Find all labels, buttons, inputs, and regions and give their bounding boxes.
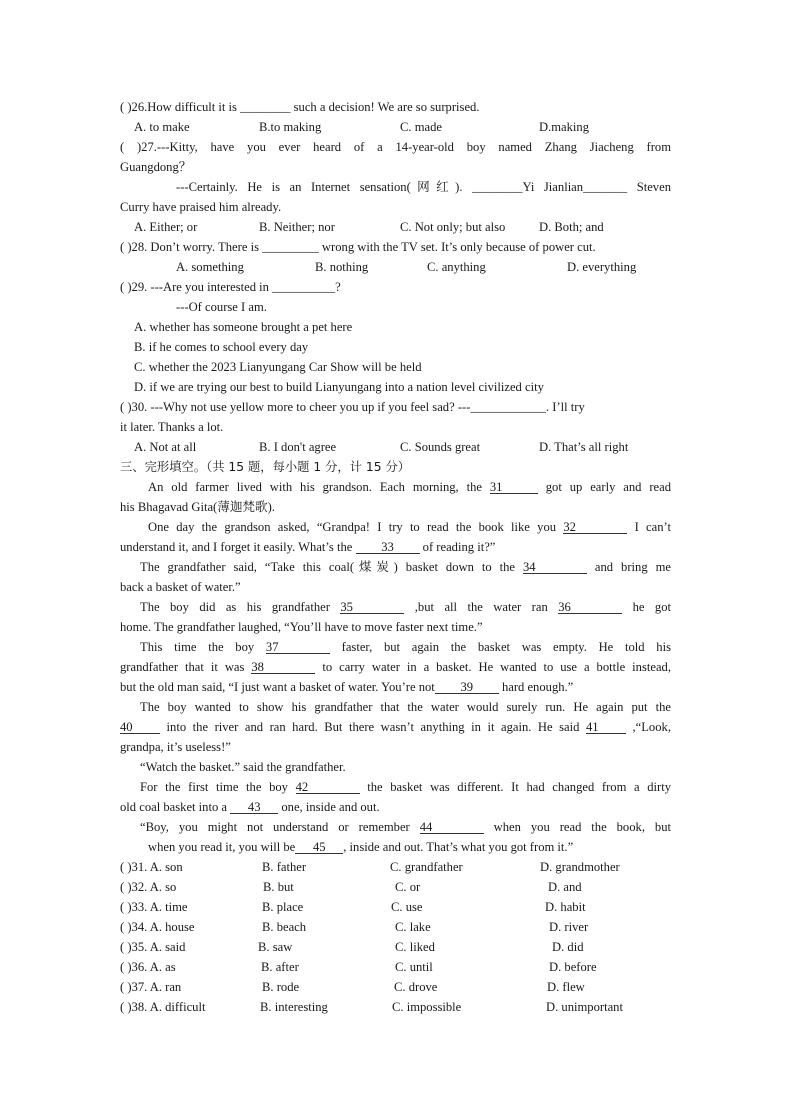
q26-option-d: D.making	[539, 120, 590, 134]
answer-option-c: C. impossible	[392, 1000, 462, 1014]
answer-option-c: C. drove	[394, 980, 438, 994]
answer-option-a: ( )32. A. so	[120, 880, 177, 894]
answer-row	[120, 877, 671, 897]
section-3-title: 三、完形填空。（共 15 题，每小题 1 分，计 15 分）	[120, 460, 411, 474]
q29-option-c: C. whether the 2023 Lianyungang Car Show will be held	[134, 360, 422, 374]
q30-option-a: A. Not at all	[134, 440, 197, 454]
answer-option-b: B. father	[262, 860, 307, 874]
q29-line2: ---Of course I am.	[176, 300, 267, 314]
q29-option-b: B. if he comes to school every day	[134, 340, 309, 354]
blank-39: 39	[435, 679, 499, 694]
passage-line: The grandfather said, “Take this coal(煤炭) basket down to the 34 and bring me	[140, 560, 671, 574]
q26-options	[120, 117, 671, 137]
q30-options	[120, 437, 671, 457]
passage-line: One day the grandson asked, “Grandpa! I try to read the book like you 32 I can’t	[148, 520, 671, 534]
passage-line: but the old man said, “I just want a basket of water. You’re not 39 hard enough.”	[120, 680, 574, 694]
passage-line: For the first time the boy 42 the basket was different. It had changed from a dirty	[140, 780, 671, 794]
passage-line: his Bhagavad Gita(薄迦梵歌).	[120, 500, 275, 514]
answer-row	[120, 857, 671, 877]
q28-option-c: C. anything	[427, 260, 486, 274]
answer-option-c: C. until	[395, 960, 433, 974]
q30-option-b: B. I don't agree	[259, 440, 337, 454]
q27-options	[120, 217, 671, 237]
passage-line: grandpa, it’s useless!”	[120, 740, 231, 754]
q26-option-a: A. to make	[134, 120, 190, 134]
answer-option-d: D. grandmother	[540, 860, 620, 874]
answer-option-d: D. unimportant	[546, 1000, 623, 1014]
q28-option-b: B. nothing	[315, 260, 369, 274]
q29-line1: ( )29. ---Are you interested in __________?	[120, 280, 341, 294]
blank-36: 36	[558, 599, 622, 614]
q27-option-b: B. Neither; nor	[259, 220, 335, 234]
blank-38: 38	[251, 659, 315, 674]
q27-line4: Curry have praised him already.	[120, 200, 282, 214]
answer-option-a: ( )34. A. house	[120, 920, 195, 934]
answer-row	[120, 897, 671, 917]
passage-line: This time the boy 37 faster, but again the basket was empty. He told his	[140, 640, 671, 654]
q27-line2: Guangdong？	[120, 160, 192, 174]
answer-option-b: B. saw	[258, 940, 293, 954]
answer-row	[120, 997, 671, 1017]
q27-option-a: A. Either; or	[134, 220, 198, 234]
q26-stem: ( )26.How difficult it is ________ such a decision! We are so surprised.	[120, 100, 480, 114]
blank-31: 31	[490, 479, 538, 494]
passage-line: back a basket of water.”	[120, 580, 241, 594]
answer-row	[120, 917, 671, 937]
answer-option-a: ( )38. A. difficult	[120, 1000, 206, 1014]
answer-option-d: D. flew	[547, 980, 585, 994]
q26-option-b: B.to making	[259, 120, 322, 134]
passage-line: “Boy, you might not understand or remember 44 when you read the book, but	[140, 820, 672, 834]
passage-line: grandfather that it was 38 to carry water in a basket. He wanted to use a bottle instead,	[120, 660, 671, 674]
answer-option-a: ( )35. A. said	[120, 940, 186, 954]
q29-option-a: A. whether has someone brought a pet here	[134, 320, 353, 334]
blank-42: 42	[296, 779, 360, 794]
answer-option-a: ( )37. A. ran	[120, 980, 182, 994]
answer-option-c: C. lake	[395, 920, 431, 934]
answer-option-b: B. beach	[262, 920, 307, 934]
passage-line: understand it, and I forget it easily. What’s the 33 of reading it?”	[120, 540, 496, 554]
answer-option-a: ( )36. A. as	[120, 960, 176, 974]
answer-option-d: D. before	[549, 960, 597, 974]
blank-43: 43	[230, 799, 278, 814]
blank-33: 33	[356, 539, 420, 554]
answer-option-c: C. liked	[395, 940, 435, 954]
answer-option-c: C. or	[395, 880, 421, 894]
blank-32: 32	[563, 519, 627, 534]
blank-37: 37	[266, 639, 330, 654]
q30-line1: ( )30. ---Why not use yellow more to cheer you up if you feel sad? ---____________. I’ll try	[120, 400, 585, 414]
blank-41: 41	[586, 719, 626, 734]
blank-44: 44	[420, 819, 484, 834]
q28-option-a: A. something	[176, 260, 244, 274]
q29-option-d: D. if we are trying our best to build Lianyungang into a nation level civilized city	[134, 380, 544, 394]
passage-line: The boy did as his grandfather 35 ,but all the water ran 36 he got	[140, 600, 672, 614]
blank-45: 45	[295, 839, 343, 854]
answer-option-d: D. and	[548, 880, 582, 894]
answer-option-d: D. did	[552, 940, 584, 954]
answer-option-a: ( )33. A. time	[120, 900, 188, 914]
passage-line: 40 into the river and ran hard. But there wasn’t anything in it again. He said 41 ,“Look,	[120, 720, 671, 734]
q27-line1: ( )27.---Kitty, have you ever heard of a 14-year-old boy named Zhang Jiacheng from	[120, 140, 671, 154]
q28-stem: ( )28. Don’t worry. There is _________ wrong with the TV set. It’s only because of power cut.	[120, 240, 596, 254]
blank-40: 40	[120, 719, 160, 734]
q27-option-c: C. Not only; but also	[400, 220, 506, 234]
q27-line3: ---Certainly. He is an Internet sensation(网红). ________Yi Jianlian_______ Steven	[176, 180, 671, 194]
answer-row	[120, 937, 671, 957]
blank-34: 34	[523, 559, 587, 574]
answer-option-d: D. habit	[545, 900, 586, 914]
answer-option-b: B. but	[263, 880, 294, 894]
answer-option-b: B. rode	[262, 980, 300, 994]
passage-line: home. The grandfather laughed, “You’ll have to move faster next time.”	[120, 620, 483, 634]
answer-option-b: B. interesting	[260, 1000, 328, 1014]
answer-row	[120, 957, 671, 977]
passage-line: old coal basket into a 43 one, inside and out.	[120, 800, 380, 814]
answer-option-b: B. after	[261, 960, 299, 974]
blank-35: 35	[340, 599, 404, 614]
answer-option-c: C. grandfather	[390, 860, 463, 874]
answer-row	[120, 977, 671, 997]
passage-line: when you read it, you will be 45 , inside and out. That’s what you got from it.”	[148, 840, 574, 854]
q27-option-d: D. Both; and	[539, 220, 604, 234]
q28-option-d: D. everything	[567, 260, 637, 274]
q30-line2: it later. Thanks a lot.	[120, 420, 224, 434]
q30-option-d: D. That’s all right	[539, 440, 629, 454]
answer-option-b: B. place	[262, 900, 304, 914]
answer-option-c: C. use	[391, 900, 423, 914]
passage-line: “Watch the basket.” said the grandfather.	[140, 760, 346, 774]
answer-option-a: ( )31. A. son	[120, 860, 183, 874]
q30-option-c: C. Sounds great	[400, 440, 481, 454]
passage-line: The boy wanted to show his grandfather that the water would surely run. He again put the	[140, 700, 671, 714]
q28-options	[120, 257, 671, 277]
q26-option-c: C. made	[400, 120, 442, 134]
passage-line: An old farmer lived with his grandson. Each morning, the 31 got up early and read	[148, 480, 671, 494]
answer-option-d: D. river	[549, 920, 589, 934]
